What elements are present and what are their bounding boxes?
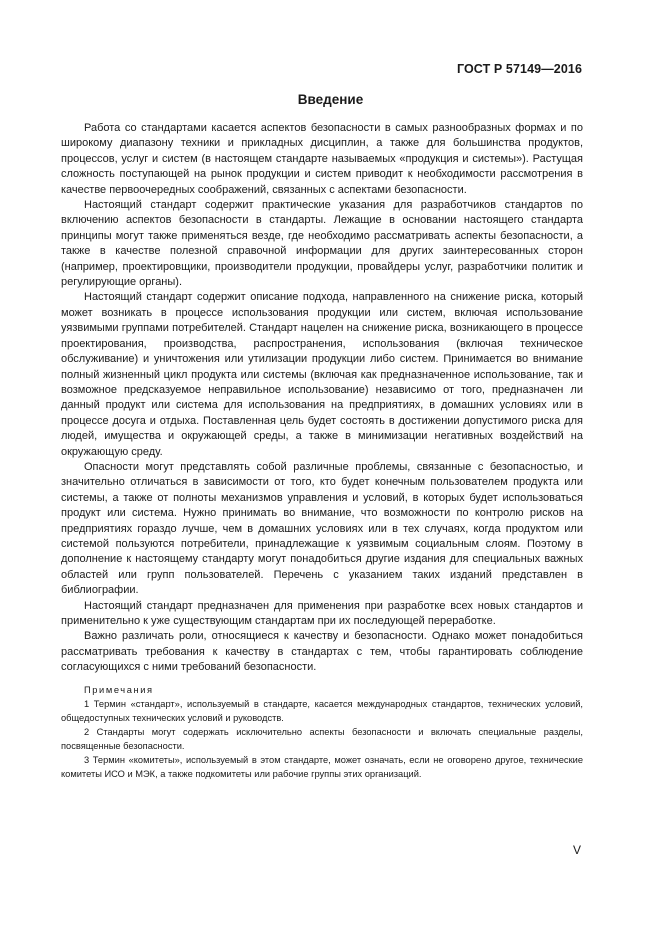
paragraph: Важно различать роли, относящиеся к качеству и безопасности. Однако может понадобиться рассматривать требования к качеству в стандартах с тем, чтобы гарантировать соблюдение согласующихся с ними требований безопасности. xyxy=(61,630,583,674)
paragraph: Работа со стандартами касается аспектов безопасности в самых разнообразных формах и по широкому диапазону техники и прикладных дисциплин, а также для большинства продуктов, процессов, услуг и систем (в настоящем стандарте называемых «продукция и системы»). Растущая сложность поступающей на рынок продукции и систем приводит к необходимости рассмотрения в качестве первоочередных соображений, связанных с аспектами безопасности. xyxy=(61,122,583,196)
page-number: V xyxy=(572,843,581,857)
document-header: ГОСТ Р 57149—2016 xyxy=(456,62,582,76)
paragraph: Настоящий стандарт содержит практические указания для разработчиков стандартов по включению аспектов безопасности в стандарты. Лежащие в основании настоящего стандарта принципы могут также применяться везде, где необходимо рассматривать аспекты безопасности, а также в качестве полезной справочной информации для других заинтересованных сторон (например, проектировщики, производители продукции, провайдеры услуг, разработчики политик и регулирующие органы). xyxy=(61,199,583,289)
note-item: 3 Термин «комитеты», используемый в этом стандарте, может означать, если не оговорено другое, технические комитеты ИСО и МЭК, а также подкомитеты или рабочие группы этих организаций. xyxy=(61,755,583,780)
note-item: 2 Стандарты могут содержать исключительно аспекты безопасности и включать специальные разделы, посвященные безопасности. xyxy=(61,726,583,751)
paragraph: Настоящий стандарт предназначен для применения при разработке всех новых стандартов и применительно к уже существующим стандартам при их последующей переработке. xyxy=(61,599,583,627)
paragraph: Настоящий стандарт содержит описание подхода, направленного на снижение риска, который может возникать в процессе использования продукции или систем, включая использование уязвимыми группами потребителей. Стандарт нацелен на снижение риска, возникающего в процессе проектирования, производства, распространения, использования (включая техническое обслуживание) и уничтожения или утилизации продукции либо систем. Принимается во внимание полный жизненный цикл продукта или системы (включая как предназначенное использование, так и возможное предсказуемое неправильное использование) независимо от того, предназначен ли данный продукт или система для использования на предприятиях, в домашних условиях или в процессе досуга и отдыха. Поставленная цель будет состоять в достижении допустимого риска для людей, имущества и окружающей среды, а также в минимизации негативных воздействий на окружающую среду. xyxy=(61,291,583,458)
main-text xyxy=(61,121,583,781)
notes-block xyxy=(61,683,583,782)
section-title: Введение xyxy=(297,92,364,107)
note-item: 1 Термин «стандарт», используемый в стандарте, касается международных стандартов, технических условий, общедоступных технических условий и руководств. xyxy=(61,698,583,723)
paragraph: Опасности могут представлять собой различные проблемы, связанные с безопасностью, и значительно отличаться в зависимости от того, кто будет конечным пользователем продукта или системы, а также от полноты механизмов управления и условий, в которых будет использоваться продукт или система. Нужно принимать во внимание, что возможности по контролю рисков на предприятиях гораздо лучше, чем в домашних условиях или в тех случаях, когда продуктом или системой пользуются потребители, принадлежащие к уязвимым социальным слоям. Поэтому в дополнение к настоящему стандарту могут понадобиться другие издания для специальных важных областей или групп пользователей. Перечень с указанием таких изданий представлен в библиографии. xyxy=(61,460,583,597)
notes-heading: Примечания xyxy=(84,684,154,695)
